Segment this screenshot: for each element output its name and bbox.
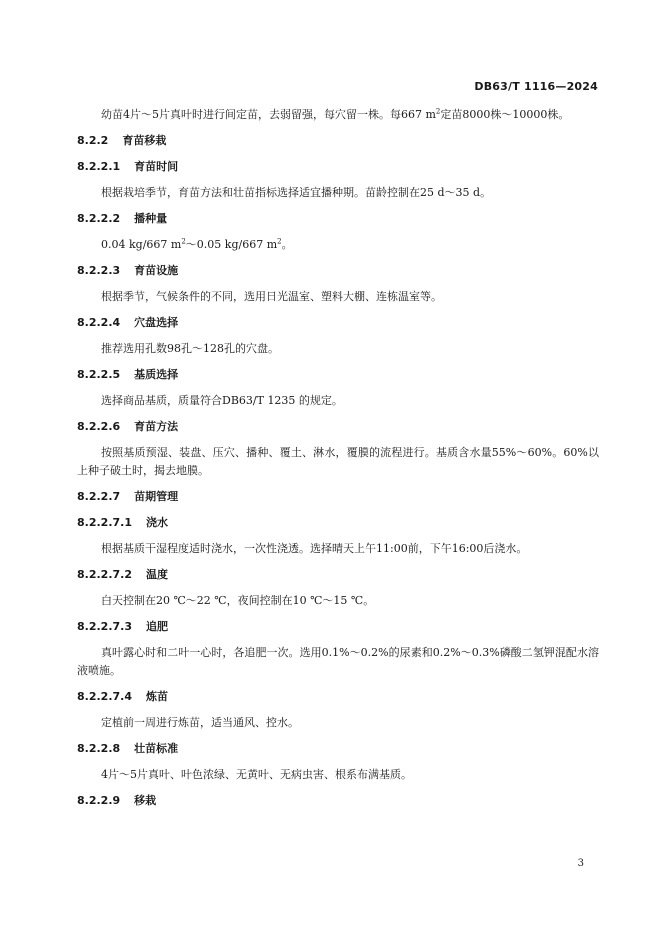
paragraph-text: 选择商品基质，质量符合DB63/T 1235 的规定。 xyxy=(101,394,343,407)
section-number: 8.2.2.9 xyxy=(77,794,121,807)
superscript: 2 xyxy=(181,237,186,246)
section-heading xyxy=(77,132,599,150)
section-heading xyxy=(77,314,599,332)
section-title: 穴盘选择 xyxy=(134,316,179,329)
section-title: 移栽 xyxy=(134,794,157,807)
paragraph-text: 幼苗4片～5片真叶时进行间定苗，去弱留强，每穴留一株。每667 m xyxy=(101,108,436,121)
section-heading xyxy=(77,262,599,280)
section-number: 8.2.2.5 xyxy=(77,368,121,381)
paragraph-text: 按照基质预湿、装盘、压穴、播种、覆土、淋水，覆膜的流程进行。基质含水量55%～60%。60%以上种子破土时，揭去地膜。 xyxy=(77,446,599,477)
section-title: 苗期管理 xyxy=(134,490,179,503)
section-number: 8.2.2.7.2 xyxy=(77,568,132,581)
paragraph-text: 根据季节，气候条件的不同，选用日光温室、塑料大棚、连栋温室等。 xyxy=(101,290,442,303)
section-title: 播种量 xyxy=(134,212,168,225)
body-paragraph xyxy=(77,540,599,558)
section-heading xyxy=(77,688,599,706)
section-title: 温度 xyxy=(145,568,168,581)
section-heading xyxy=(77,566,599,584)
section-number: 8.2.2.7.4 xyxy=(77,690,132,703)
body-paragraph xyxy=(77,392,599,410)
paragraph-text: ～0.05 kg/667 m xyxy=(185,238,278,251)
section-title: 育苗移栽 xyxy=(122,134,167,147)
body-paragraph xyxy=(77,714,599,732)
body-paragraph xyxy=(77,236,599,254)
section-number: 8.2.2 xyxy=(77,134,109,147)
section-number: 8.2.2.7 xyxy=(77,490,121,503)
section-title: 育苗设施 xyxy=(134,264,179,277)
section-title: 育苗方法 xyxy=(134,420,179,433)
section-number: 8.2.2.3 xyxy=(77,264,121,277)
body-paragraph xyxy=(77,592,599,610)
body-paragraph xyxy=(77,766,599,784)
body-paragraph xyxy=(77,340,599,358)
paragraph-text: 根据基质干湿程度适时浇水，一次性浇透。选择晴天上午11:00前，下午16:00后浇水。 xyxy=(101,542,528,555)
section-title: 基质选择 xyxy=(134,368,179,381)
section-title: 壮苗标准 xyxy=(134,742,179,755)
paragraph-text: 定植前一周进行炼苗，适当通风、控水。 xyxy=(101,716,299,729)
section-number: 8.2.2.7.1 xyxy=(77,516,132,529)
section-number: 8.2.2.1 xyxy=(77,160,121,173)
document-body xyxy=(77,106,599,818)
section-title: 追肥 xyxy=(145,620,168,633)
section-title: 浇水 xyxy=(145,516,168,529)
section-heading xyxy=(77,210,599,228)
paragraph-text: 白天控制在20 ℃～22 ℃，夜间控制在10 ℃～15 ℃。 xyxy=(101,594,375,607)
superscript: 2 xyxy=(277,237,282,246)
body-paragraph xyxy=(77,288,599,306)
paragraph-text: 根据栽培季节，育苗方法和壮苗指标选择适宜播种期。苗龄控制在25 d～35 d。 xyxy=(101,186,492,199)
body-paragraph xyxy=(77,106,599,124)
body-paragraph xyxy=(77,444,599,480)
document-id-header: DB63/T 1116—2024 xyxy=(474,80,598,93)
paragraph-text: 。 xyxy=(281,238,293,251)
section-title: 育苗时间 xyxy=(134,160,179,173)
body-paragraph xyxy=(77,184,599,202)
section-number: 8.2.2.2 xyxy=(77,212,121,225)
section-heading xyxy=(77,740,599,758)
section-heading xyxy=(77,792,599,810)
section-number: 8.2.2.4 xyxy=(77,316,121,329)
paragraph-text: 真叶露心时和二叶一心时，各追肥一次。选用0.1%～0.2%的尿素和0.2%～0.3%磷酸二氢钾混配水溶液喷施。 xyxy=(77,646,599,677)
section-number: 8.2.2.6 xyxy=(77,420,121,433)
body-paragraph xyxy=(77,644,599,680)
superscript: 2 xyxy=(435,107,441,116)
section-heading xyxy=(77,366,599,384)
section-heading xyxy=(77,618,599,636)
page-number: 3 xyxy=(577,858,584,869)
paragraph-text: 定苗8000株～10000株。 xyxy=(440,108,570,121)
section-heading xyxy=(77,514,599,532)
section-number: 8.2.2.8 xyxy=(77,742,121,755)
section-title: 炼苗 xyxy=(145,690,168,703)
paragraph-text: 4片～5片真叶、叶色浓绿、无黄叶、无病虫害、根系布满基质。 xyxy=(101,768,412,781)
section-heading xyxy=(77,418,599,436)
section-heading xyxy=(77,488,599,506)
paragraph-text: 推荐选用孔数98孔～128孔的穴盘。 xyxy=(101,342,279,355)
section-number: 8.2.2.7.3 xyxy=(77,620,132,633)
section-heading xyxy=(77,158,599,176)
paragraph-text: 0.04 kg/667 m xyxy=(101,238,182,251)
